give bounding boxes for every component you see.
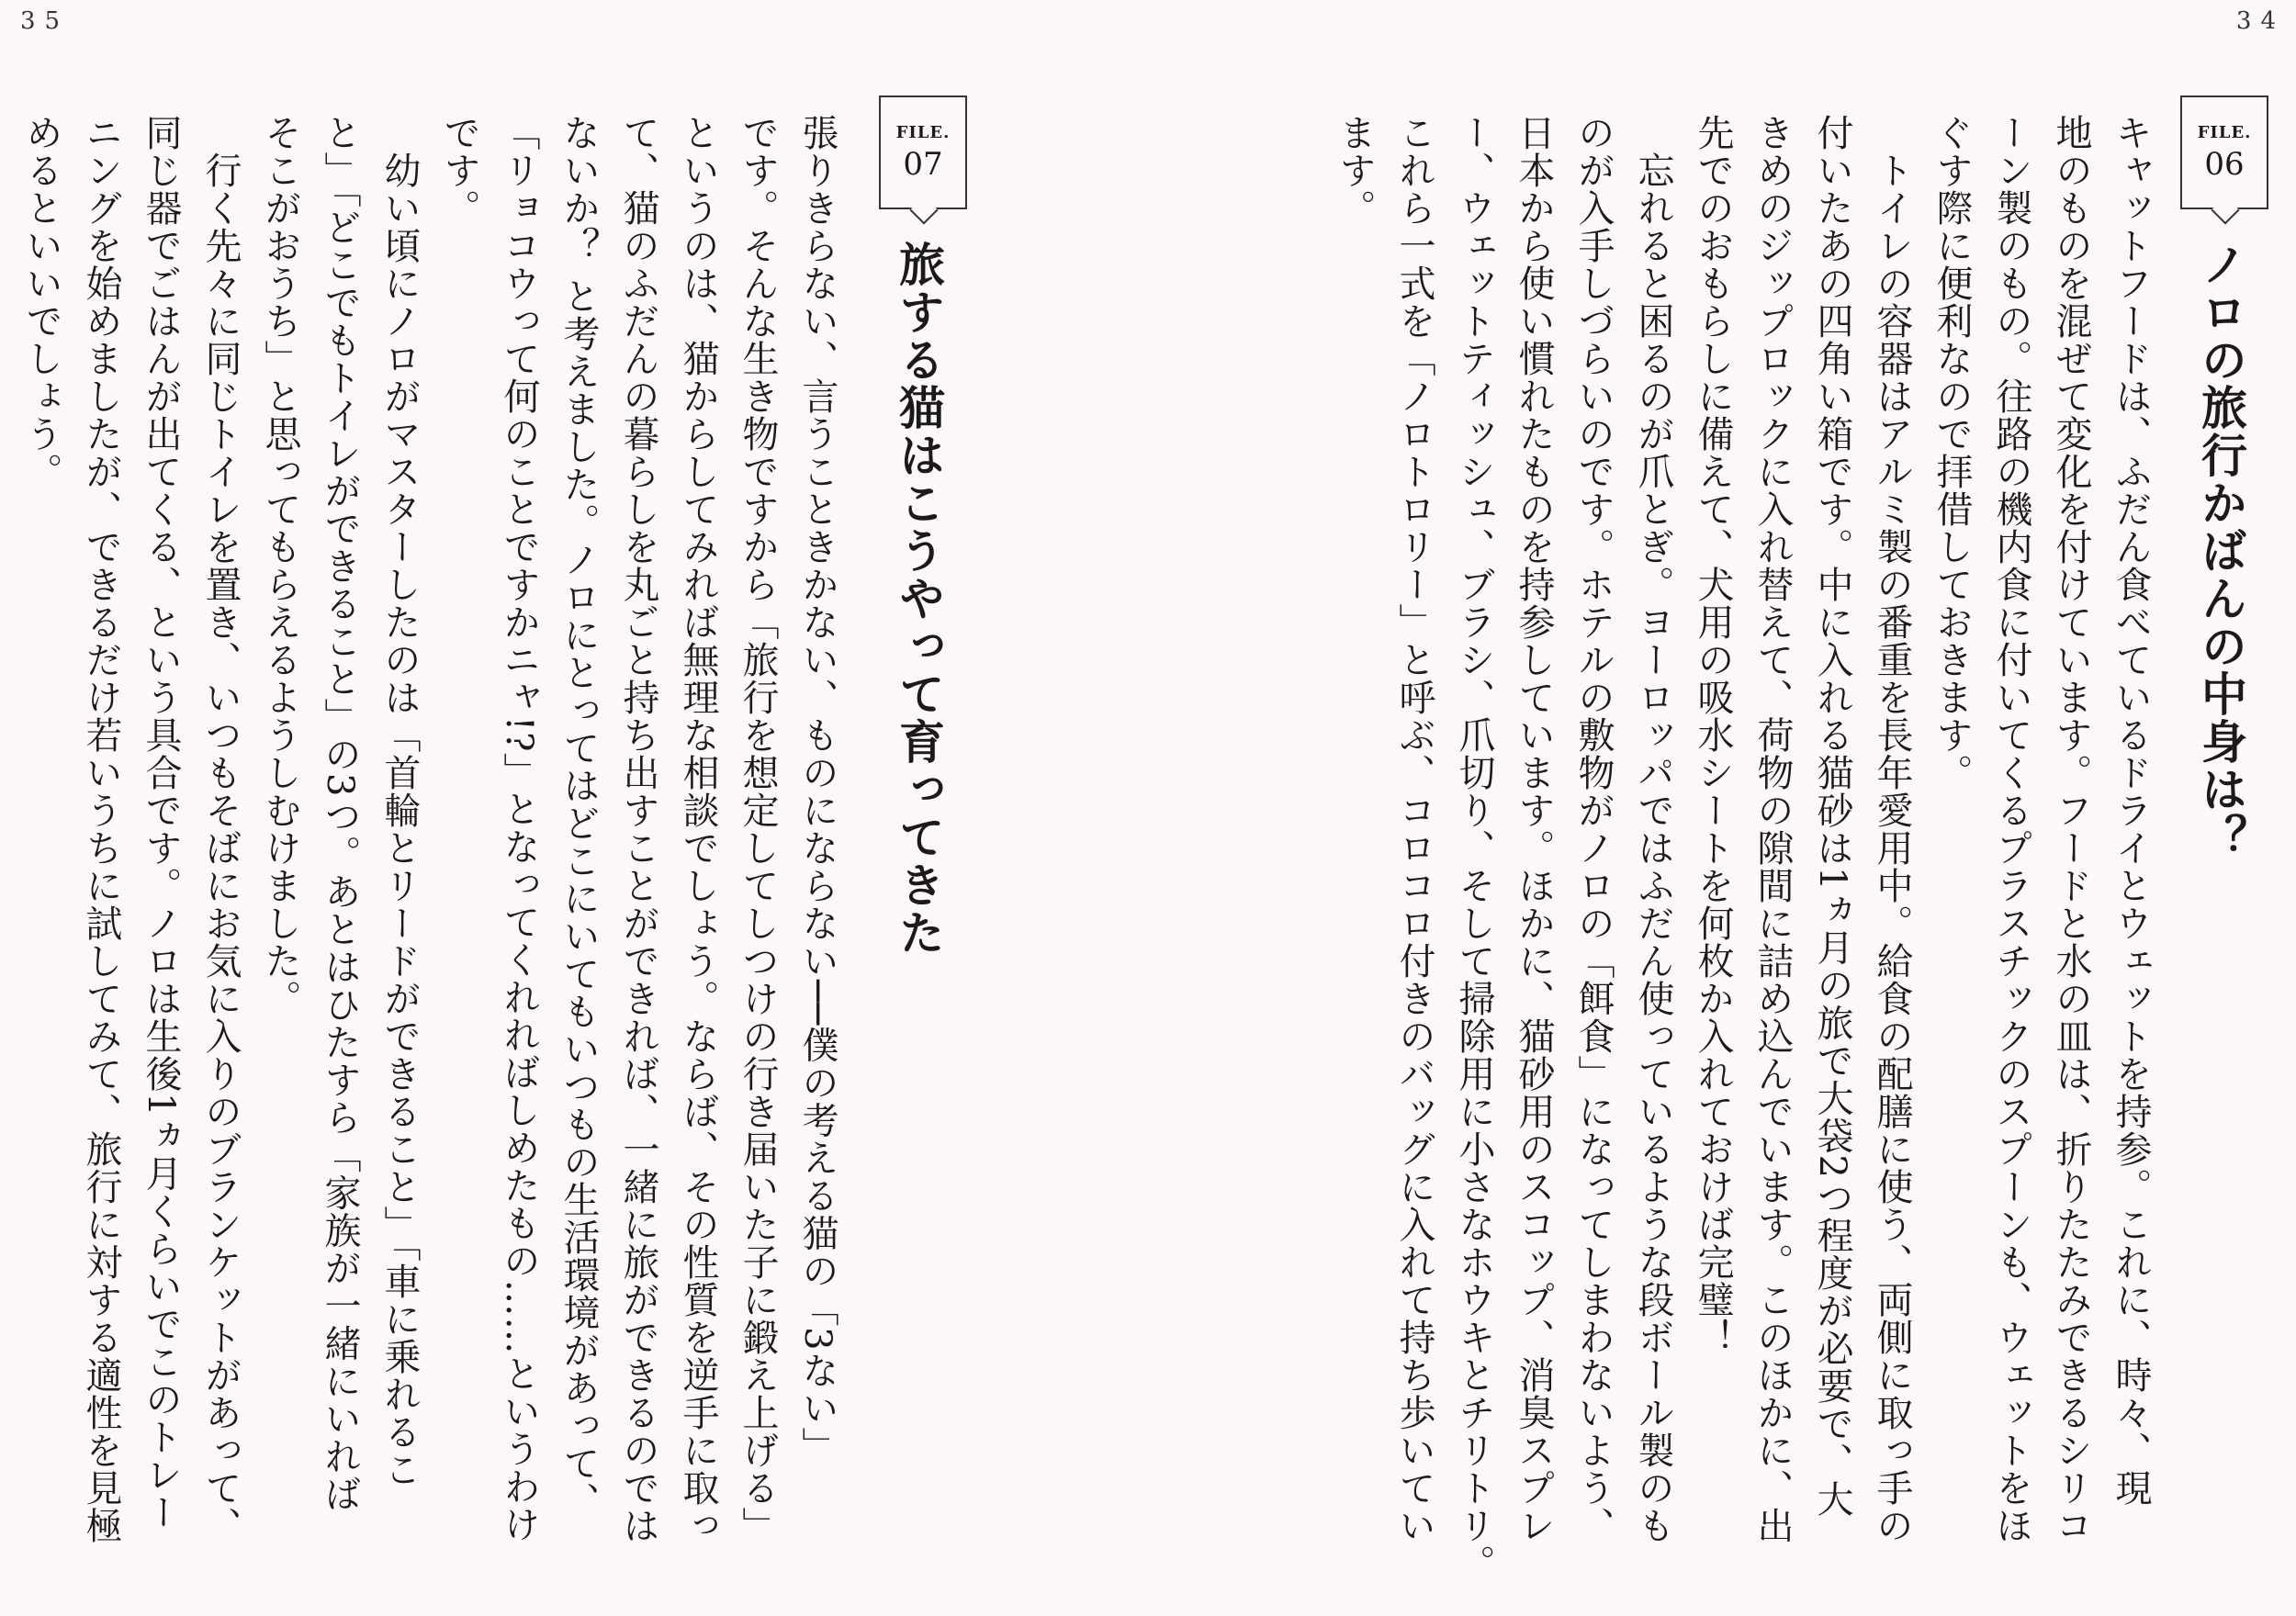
text-line: というのは、猫からしてみれば無理な相談でしょう。ならば、その性質を逆手に取っ — [677, 114, 719, 1544]
file-number: 06 — [2204, 146, 2245, 183]
badge-pointer — [2211, 196, 2239, 224]
file-badge-06 — [2180, 95, 2268, 209]
text-line: トイレの容器はアルミ製の番重を長年愛用中。給食の配膳に使う、両側に取っ手の — [1871, 114, 1913, 1544]
text-line: て、猫のふだんの暮らしを丸ごと持ち出すことができれば、一緒に旅ができるのでは — [617, 114, 659, 1544]
text-line: です。そんな生き物ですから「旅行を想定してしつけの行き届いた子に鍛え上げる」 — [737, 114, 779, 1544]
text-line: です。 — [438, 114, 480, 227]
text-line: 同じ器でごはんが出てくる、という具合です。ノロは生後1ヵ月くらいでこのトレー — [140, 114, 182, 1532]
body-text-07 — [2, 114, 847, 1583]
text-line: 先でのおもらしに備えて、犬用の吸水シートを何枚か入れておけば完璧！ — [1692, 114, 1734, 1356]
file-number: 07 — [903, 146, 943, 183]
text-line: と」「どこでもトイレができること」の3つ。あとはひたすら「家族が一緒にいれば — [319, 114, 361, 1513]
text-line: 幼い頃にノロがマスターしたのは「首輪とリードができること」「車に乗れるこ — [378, 114, 421, 1488]
text-line: ニングを始めましたが、できるだけ若いうちに試してみて、旅行に対する適性を見極 — [80, 114, 122, 1544]
text-line: 張りきらない、言うこときかない、ものにならない──僕の考える猫の「3ない」 — [796, 114, 838, 1464]
text-line: 日本から使い慣れたものを持参しています。ほかに、猫砂用のスコップ、消臭スプレ — [1513, 114, 1555, 1544]
badge-pointer — [909, 196, 938, 224]
page-number-right: 34 — [2235, 7, 2285, 35]
section-title-07: 旅する猫はこうやって育ってきた — [892, 241, 946, 957]
text-line: 「リョコウって何のことですかニャ!?」となってくれればしめたもの……というわけ — [498, 114, 540, 1543]
text-line: キャットフードは、ふだん食べているドライとウェットを持参。これに、時々、現 — [2110, 114, 2152, 1507]
text-line: 付いたあの四角い箱です。中に入れる猫砂は1ヵ月の旅で大袋2つ程度が必要で、大 — [1811, 114, 1853, 1518]
text-line: きめのジップロックに入れ替えて、荷物の隙間に詰め込んでいます。このほかに、出 — [1751, 114, 1794, 1544]
text-line: ーン製のもの。往路の機内食に付いてくるプラスチックのスプーンも、ウェットをほ — [1990, 114, 2032, 1544]
page-number-left: 35 — [20, 7, 70, 35]
file-badge-07 — [879, 95, 967, 209]
text-line: ぐす際に便利なので拝借しておきます。 — [1930, 114, 1973, 791]
text-line: そこがおうち」と思ってもらえるようしむけました。 — [259, 114, 301, 1017]
body-text-06 — [1315, 114, 2160, 1583]
file-label: FILE. — [895, 123, 951, 142]
section-title-06: ノロの旅行かばんの中身は？ — [2194, 241, 2248, 861]
text-line: 行く先々に同じトイレを置き、いつもそばにお気に入りのブランケットがあって、 — [199, 114, 242, 1544]
text-line: めるといいでしょう。 — [20, 114, 62, 490]
file-label: FILE. — [2197, 123, 2252, 142]
text-line: のが入手しづらいのです。ホテルの敷物がノロの「餌食」になってしまわないよう、 — [1572, 114, 1615, 1544]
text-line: これら一式を「ノロトロリー」と呼ぶ、コロコロ付きのバッグに入れて持ち歩いてい — [1393, 114, 1435, 1544]
text-line: ないか？ と考えました。ノロにとってはどこにいてもいつもの生活環境があって、 — [557, 114, 600, 1520]
text-line: 地のものを混ぜて変化を付けています。フードと水の皿は、折りたたみできるシリコ — [2050, 114, 2092, 1544]
text-line: 忘れると困るのが爪とぎ。ヨーロッパではふだん使っているような段ボール製のも — [1632, 114, 1674, 1544]
text-line: ー、ウェットティッシュ、ブラシ、爪切り、そして掃除用に小さなホウキとチリトリ。 — [1453, 114, 1495, 1582]
text-line: ます。 — [1334, 114, 1376, 227]
